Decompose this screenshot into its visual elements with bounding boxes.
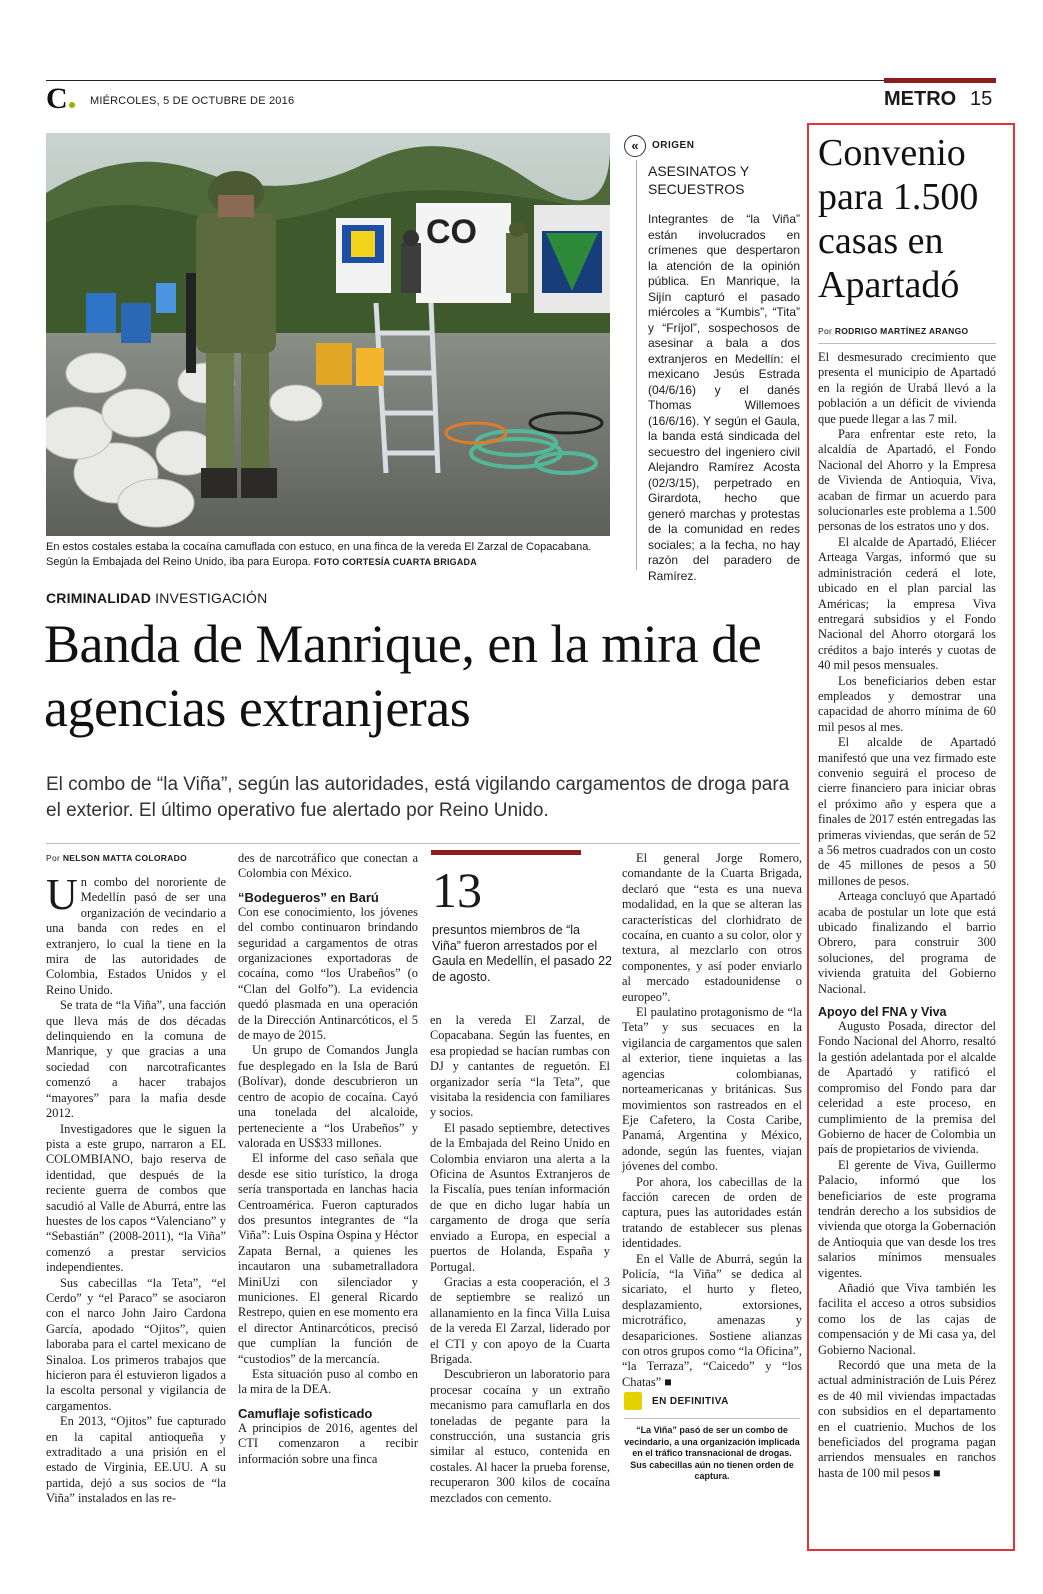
origen-label: ORIGEN [652, 140, 695, 151]
paragraph: El pasado septiembre, detectives de la Embajada del Reino Unido en Colombia enviaron una alerta a la Oficina de Asuntos Extranjeros de la Fiscalía, pues tenían información de que en dicho lugar había un cargamento de droga que sería enviado a Europa, en especial a puertos de Holanda, España y Portugal. [430, 1120, 610, 1274]
paragraph: Un combo del nororiente de Medellín pasó de ser una organización de vecindario a una banda con redes en el extranjero, lo cual la tiene en la mira de las autoridades de Colombia, Estados Unidos y el Reino Unido. [46, 870, 226, 997]
header-rule [46, 80, 996, 81]
drop-cap: U [46, 870, 78, 919]
article-headline: Banda de Manrique, en la mira de agencias extranjeras [44, 614, 762, 738]
sidebar-byline-divider [818, 343, 996, 344]
paragraph: Se trata de “la Viña”, una facción que lleva más de dos décadas delinquiendo en la comuna de Manrique, y que gracias a una sociedad con narcotraficantes comenzó a hacer trabajos “mayores” para la mafia desde 2012. [46, 998, 226, 1121]
photo-caption [46, 540, 612, 570]
page-number: 15 [970, 88, 993, 110]
en-definitiva-box [624, 1392, 800, 1483]
paragraph: El desmesurado crecimiento que presenta el municipio de Apartadó en la región de Urabá llevó a la población a un déficit de vivienda que puede llegar a las 7 mil. [818, 350, 996, 426]
caption-text: En estos costales estaba la cocaína camuflada con estuco, en una finca de la vereda El Zarzal de Copacabana. Según la Embajada del Reino Unido, iba para Europa. [46, 541, 592, 568]
paragraph: En el Valle de Aburrá, según la Policía, “la Viña” se dedica al sicariato, el hurto y fleteo, desplazamiento, extorsiones, microtráfico, amenazas y desapariciones. Sostiene alianzas con otros grupos como “la Oficina”, “la Terraza”, “Caicedo” y “los Chatas” ■ [622, 1251, 802, 1389]
paragraph: El alcalde de Apartadó manifestó que una vez firmado este convenio seguirá el proceso de cierre financiero para iniciar obras el próximo año y espera que a finales de 2017 estén entregadas las primeras viviendas, que serán de 52 a 56 metros cuadrados con un costo de 45 millones de pesos a 50 millones de pesos. [818, 735, 996, 888]
paragraph: El informe del caso señala que desde ese sitio turístico, la droga sería transportada en lanchas hacia Centroamérica. Fueron capturados dos presuntos integrantes de “la Viña”: Luis Ospina Ospina y Héctor Zapata Bernal, a quienes les incautaron una subametralladora MiniUzi con silenciador y municiones. El general Ricardo Restrepo, quien en ese momento era el director Antinarcóticos, precisó que cumplían la función de “custodios” de la mercancía. [238, 1151, 418, 1366]
summary-icon [624, 1392, 642, 1410]
subheading-camuflaje: Camuflaje sofisticado [238, 1405, 373, 1421]
paragraph: Gracias a esta cooperación, el 3 de septiembre se realizó un allanamiento en la finca Villa Luisa de la vereda El Zarzal, liderado por el CTI y con apoyo de la Cuarta Brigada. [430, 1274, 610, 1366]
paragraph: El general Jorge Romero, comandante de la Cuarta Brigada, declaró que “esta es una nueva modalidad, en la que se alteran las características del clorhidrato de cocaína, en cuanto a su color, olor y textura, al mezclarlo con otros componentes, y así poder enviarlo al mercado estadounidense o europeo”. [622, 851, 802, 1004]
newspaper-logo: C [46, 82, 75, 116]
article-byline: Por NELSON MATTA COLORADO [46, 853, 187, 863]
paragraph: Por ahora, los cabecillas de la facción carecen de orden de captura, pues las autoridades están tratando de establecer sus plenas identidades. [622, 1174, 802, 1251]
paragraph: Sus cabecillas “la Teta”, “el Cerdo” y “el Paraco” se asociaron con el narco John Jairo Cardona García, apodado “Ojitos”, quien laboraba para el cartel mexicano de Sinaloa. Los primeros trabajos que hicieron para él estuvieron ligados a la escolta personal y vigilancia de cargamentos. [46, 1275, 226, 1413]
sidebar-title: Convenio para 1.500 casas en Apartadó [818, 132, 979, 306]
soldier-seizure-photo [46, 133, 610, 536]
photo-credit: FOTO CORTESÍA CUARTA BRIGADA [313, 557, 477, 567]
key-figure-text: presuntos miembros de “la Viña” fueron arrestados por el Gaula en Medellín, el pasado 22 de agosto. [432, 923, 612, 984]
paragraph: Para enfrentar este reto, la alcaldía de Apartadó, el Fondo Nacional del Ahorro y la Empresa de Vivienda de Antioquia, Viva, acaban de firmar un acuerdo para solucionarles este problema a 1.500 personas de los estratos uno y dos. [818, 427, 996, 534]
en-definitiva-label: EN DEFINITIVA [652, 1395, 729, 1407]
paragraph: En 2013, “Ojitos” fue capturado en la capital antioqueña y extraditado a una prisión en el estado de Virginia, EE.UU. A su partida, dejó a sus socios de “la Viña” instalados en las re- [46, 1414, 226, 1506]
double-chevron-left-icon: « [624, 135, 646, 157]
paragraph: A principios de 2016, agentes del CTI comenzaron a recibir información sobre una finca [238, 1420, 418, 1466]
paragraph: El paulatino protagonismo de “la Teta” y sus secuaces en la vigilancia de cargamentos que salen al exterior, tiene inquietas a las agencias colombianas, norteamericanas y británicas. Sus movimientos son rastreados en el Eje Cafetero, la Costa Caribe, Panamá, Argentina y México, adonde, según las fuentes, viajan jóvenes del combo. [622, 1005, 802, 1174]
paragraph: Investigadores que le siguen la pista a este grupo, narraron a EL COLOMBIANO, bajo reserva de identidad, que después de la reciente guerra de combos que sacudió al Valle de Aburrá, entre las huestes de los capos “Valenciano” y “Sebastián” (2008-2011), “la Viña” comenzó a prestar servicios independientes. [46, 1121, 226, 1275]
article-subhead: El combo de “la Viña”, según las autoridades, está vigilando cargamentos de droga para el exterior. El último operativo fue alertado por Reino Unido. [46, 774, 790, 821]
article-column-3 [430, 1013, 610, 1506]
paragraph: Arteaga concluyó que Apartadó acaba de postular un lote que está ubicado finalizando el barrio Obrero, para construir 300 soluciones, del programa de vivienda gratuita del Gobierno Nacional. [818, 889, 996, 996]
paragraph: Augusto Posada, director del Fondo Nacional del Ahorro, resaltó la gestión adelantada por el alcalde de Apartadó y ratificó el compromiso del Fondo para dar celeridad a este proceso, en cumplimiento de la premisa del Gobierno de hacer de Colombia un país de propietarios de vivienda. [818, 1019, 996, 1157]
paragraph: des de narcotráfico que conectan a Colombia con México. [238, 851, 418, 881]
en-definitiva-text: “La Viña” pasó de ser un combo de vecindario, a una organización implicada en el tráfico transnacional de drogas. Sus cabecillas aún no tienen orden de captura. [624, 1425, 800, 1481]
article-column-2 [238, 851, 418, 1467]
sidebar-subheading: Apoyo del FNA y Viva [818, 1005, 947, 1020]
subheading-bodegueros: “Bodegueros” en Barú [238, 889, 379, 905]
section-name: METRO [884, 88, 957, 110]
figure-accent-bar [431, 850, 581, 855]
headline-divider [46, 843, 800, 844]
article-column-1 [46, 853, 226, 1507]
kicker-text: INVESTIGACIÓN [155, 590, 268, 606]
article-photo [46, 133, 610, 536]
paragraph: Los beneficiarios deben estar empleados y demostrar una capacidad de ahorro mínima de 60 mil pesos al mes. [818, 673, 996, 734]
logo-dot-icon [69, 102, 75, 108]
article-kicker [46, 590, 267, 606]
kicker-bold: CRIMINALIDAD [46, 590, 152, 606]
paragraph: Esta situación puso al combo en la mira de la DEA. [238, 1367, 418, 1397]
paragraph: Añadió que Viva también les facilita el acceso a otros subsidios como los de las cajas de compensación y de Mi casa ya, del Gobierno Nacional. [818, 1280, 996, 1357]
key-figure: 13 [432, 862, 482, 918]
paragraph: Descubrieron un laboratorio para procesar cocaína y un extraño mecanismo para camuflarla en dos toneladas de pegante para la construcción, una sustancia gris similar al estuco, contenida en costales. Al hacer la prueba forense, recuperaron 300 kilos de cocaína mezclados con cemento. [430, 1367, 610, 1505]
paragraph: en la vereda El Zarzal, de Copacabana. Según las fuentes, en esa propiedad se hacían rumbas con DJ y cantantes de reguetón. El organizador sería “la Teta”, que visitaba la residencia con familiares y socios. [430, 1013, 610, 1120]
section-accent-bar [884, 78, 996, 83]
sidebar-byline: Por RODRIGO MARTÍNEZ ARANGO [818, 326, 969, 336]
paragraph: El alcalde de Apartadó, Eliécer Arteaga Vargas, informó que su administración cederá el lote, ubicado en el plan parcial las Américas; la empresa Viva entregará subsidios y el Fondo Nacional del Ahorro otorgará los créditos a bajo interés y cuotas de 40 mil pesos mensuales. [818, 534, 996, 673]
origen-heading: ASESINATOS Y SECUESTROS [648, 163, 749, 197]
paragraph: Recordó que una meta de la actual administración de Luis Pérez es de 40 mil viviendas impactadas con subsidios en el departamento en el cuatrienio. Muchos de los beneficiados del programa pagan arriendos mensuales en ranchos hasta de 100 mil pesos ■ [818, 1358, 996, 1480]
issue-date: MIÉRCOLES, 5 DE OCTUBRE DE 2016 [90, 95, 295, 107]
sidebar-body [818, 350, 996, 1481]
paragraph: Un grupo de Comandos Jungla fue desplegado en la Isla de Barú (Bolívar), donde descubrieron un centro de acopio de cocaína. Cayó una tonelada del alcaloide, perteneciente a “los Urabeños” y valorada en US$33 millones. [238, 1043, 418, 1150]
article-column-4 [622, 851, 802, 1390]
paragraph: El gerente de Viva, Guillermo Palacio, informó que los beneficiarios de este programa tendrán derecho a los subsidios de vivienda que otorga la Gobernación de Antioquia que van desde los tres salarios mínimos mensuales vigentes. [818, 1157, 996, 1280]
paragraph: Con ese conocimiento, los jóvenes del combo continuaron brindando seguridad a cargamentos de otras organizaciones exportadoras de cocaína, como “los Urabeños” (o “Clan del Golfo”). La evidencia quedó plasmada en una operación de la Dirección Antinarcóticos, el 5 de mayo de 2015. [238, 904, 418, 1043]
svg-text:CO: CO [426, 213, 477, 251]
origen-body: Integrantes de “la Viña” están involucrados en crímenes que despertaron la atención de la opinión pública. En Manrique, la Sijín capturó el pasado miércoles a “Kumbis”, “Tita” y “Fríjol”, sospechosos de asesinar a bala a dos extranjeros en Medellín: el mexicano Jesús Estrada (04/6/16) y el danés Thomas Willemoes (16/6/16). Y según el Gaula, la banda está sindicada del secuestro del ingeniero civil Alejandro Ramírez Acosta (02/3/15), perpetrado en Girardota, hecho que generó marchas y protestas de la comunidad en redes sociales; a la fecha, no hay razón del paradero de Ramírez. [648, 212, 800, 583]
origen-divider [636, 160, 637, 570]
